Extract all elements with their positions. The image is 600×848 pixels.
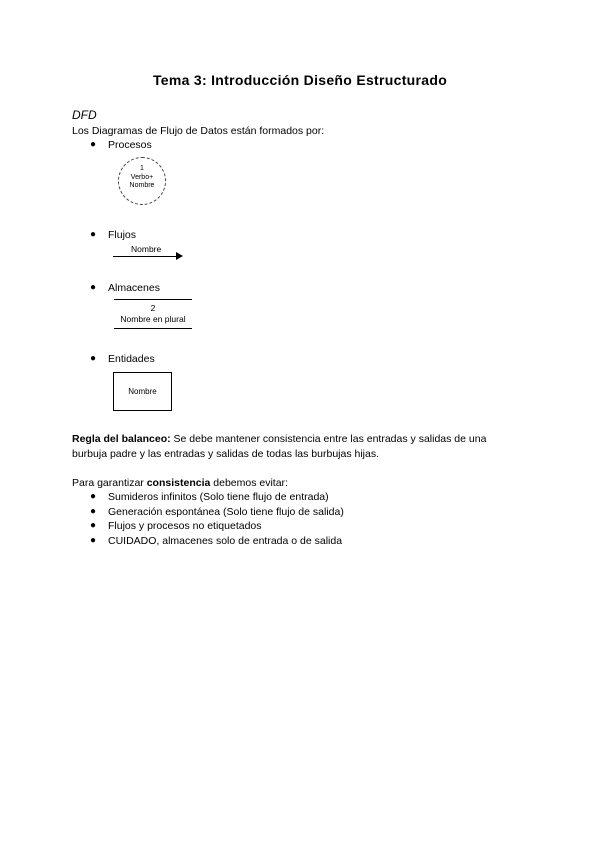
page-title: Tema 3: Introducción Diseño Estructurado <box>152 72 448 88</box>
bullet-icon: ● <box>90 353 97 364</box>
balance-rule-line1 <box>72 432 486 446</box>
process-line1: Verbo+ <box>130 173 154 181</box>
store-number: 2 <box>150 303 156 313</box>
store-top-line <box>114 299 192 300</box>
flow-arrow-line <box>113 256 177 257</box>
bullet-icon: ● <box>90 506 97 517</box>
bullet-icon: ● <box>90 520 97 531</box>
balance-rule-bold: Regla del balanceo: <box>72 433 171 445</box>
bullet-icon: ● <box>90 229 97 240</box>
consistency-intro <box>72 476 288 490</box>
consistency-suffix: debemos evitar: <box>210 477 288 489</box>
consistency-bold: consistencia <box>146 477 211 489</box>
bullet-icon: ● <box>90 491 97 502</box>
process-number: 1 <box>140 165 144 172</box>
bullet-icon: ● <box>90 535 97 546</box>
entidades-label: Entidades <box>108 353 155 365</box>
balance-rule-line2: burbuja padre y las entradas y salidas de todas las burbujas hijas. <box>72 448 380 460</box>
process-bubble <box>118 157 166 205</box>
consistency-prefix: Para garantizar <box>72 477 147 489</box>
store-name: Nombre en plural <box>120 314 186 324</box>
balance-rule-rest: Se debe mantener consistencia entre las entradas y salidas de una <box>170 433 487 445</box>
store-bottom-line <box>114 328 192 329</box>
list-item: Generación espontánea (Solo tiene flujo de salida) <box>108 506 344 518</box>
entity-box: Nombre <box>113 372 172 411</box>
flow-arrow-label: Nombre <box>131 244 162 254</box>
bullet-icon: ● <box>90 282 97 293</box>
intro-text: Los Diagramas de Flujo de Datos están formados por: <box>72 125 325 137</box>
flujos-label: Flujos <box>108 229 137 241</box>
process-line2: Nombre <box>129 182 155 189</box>
procesos-label: Procesos <box>108 139 152 151</box>
arrow-right-icon <box>176 252 183 260</box>
list-item: Flujos y procesos no etiquetados <box>108 520 262 532</box>
list-item: Sumideros infinitos (Solo tiene flujo de entrada) <box>108 491 329 503</box>
bullet-icon: ● <box>90 139 97 150</box>
section-label-dfd: DFD <box>72 108 97 122</box>
list-item: CUIDADO, almacenes solo de entrada o de salida <box>108 535 343 547</box>
almacenes-label: Almacenes <box>108 282 160 294</box>
